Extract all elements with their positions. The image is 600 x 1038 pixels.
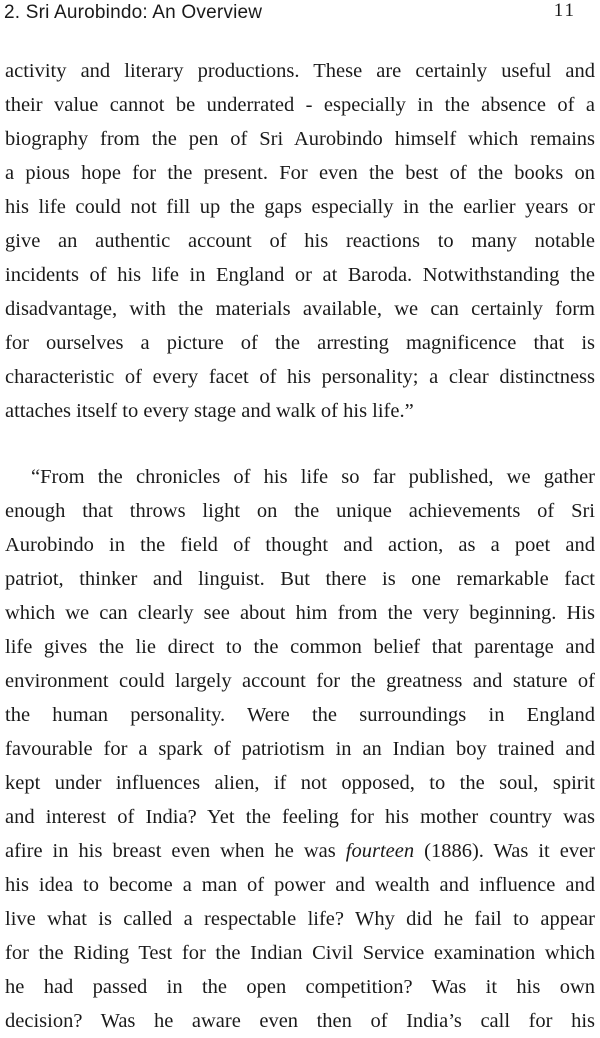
text-line: patriot, thinker and linguist. But there is one remarkable fact bbox=[5, 568, 595, 590]
text-line: incidents of his life in England or at Baroda. Notwithstanding the bbox=[5, 264, 595, 286]
paragraph-gap bbox=[5, 428, 595, 460]
text-line: for the Riding Test for the Indian Civil Service examination which bbox=[5, 942, 595, 964]
paragraph-1 bbox=[5, 54, 595, 428]
text-line: his idea to become a man of power and wealth and influence and bbox=[5, 874, 595, 896]
text-line: biography from the pen of Sri Aurobindo himself which remains bbox=[5, 128, 595, 150]
page-number: 11 bbox=[553, 0, 576, 21]
emphasized-word: fourteen bbox=[345, 840, 415, 862]
body-text bbox=[5, 54, 595, 1038]
text-line: their value cannot be underrated - especially in the absence of a bbox=[5, 94, 595, 116]
text-line: the human personality. Were the surroundings in England bbox=[5, 704, 595, 726]
text-line: which we can clearly see about him from the very beginning. His bbox=[5, 602, 595, 624]
text-line: life gives the lie direct to the common belief that parentage and bbox=[5, 636, 595, 658]
text-line: characteristic of every facet of his personality; a clear distinctness bbox=[5, 366, 595, 388]
text-fragment: (1886). Was it ever bbox=[414, 840, 596, 862]
text-line: a pious hope for the present. For even the best of the books on bbox=[5, 162, 595, 184]
text-line: activity and literary productions. These are certainly useful and bbox=[5, 60, 595, 82]
text-line: “From the chronicles of his life so far published, we gather bbox=[31, 466, 595, 488]
text-line: decision? Was he aware even then of India’s call for his bbox=[5, 1010, 595, 1032]
text-line: environment could largely account for the greatness and stature of bbox=[5, 670, 595, 692]
text-line: kept under influences alien, if not opposed, to the soul, spirit bbox=[5, 772, 595, 794]
text-line: his life could not fill up the gaps especially in the earlier years or bbox=[5, 196, 595, 218]
text-line: Aurobindo in the field of thought and action, as a poet and bbox=[5, 534, 595, 556]
text-line: attaches itself to every stage and walk of his life.” bbox=[5, 400, 414, 422]
page-header bbox=[0, 0, 600, 34]
text-line: live what is called a respectable life? Why did he fail to appear bbox=[5, 908, 595, 930]
text-line: give an authentic account of his reactions to many notable bbox=[5, 230, 595, 252]
text-line: disadvantage, with the materials available, we can certainly form bbox=[5, 298, 595, 320]
text-line-with-emphasis bbox=[5, 834, 595, 868]
text-line: enough that throws light on the unique achievements of Sri bbox=[5, 500, 595, 522]
text-line: and interest of India? Yet the feeling for his mother country was bbox=[5, 806, 595, 828]
text-fragment: afire in his breast even when he was bbox=[5, 840, 346, 862]
running-head: 2. Sri Aurobindo: An Overview bbox=[4, 2, 263, 23]
text-line: for ourselves a picture of the arresting magnificence that is bbox=[5, 332, 595, 354]
text-line: he had passed in the open competition? Was it his own bbox=[5, 976, 595, 998]
paragraph-2 bbox=[5, 460, 595, 1038]
text-line: favourable for a spark of patriotism in an Indian boy trained and bbox=[5, 738, 595, 760]
